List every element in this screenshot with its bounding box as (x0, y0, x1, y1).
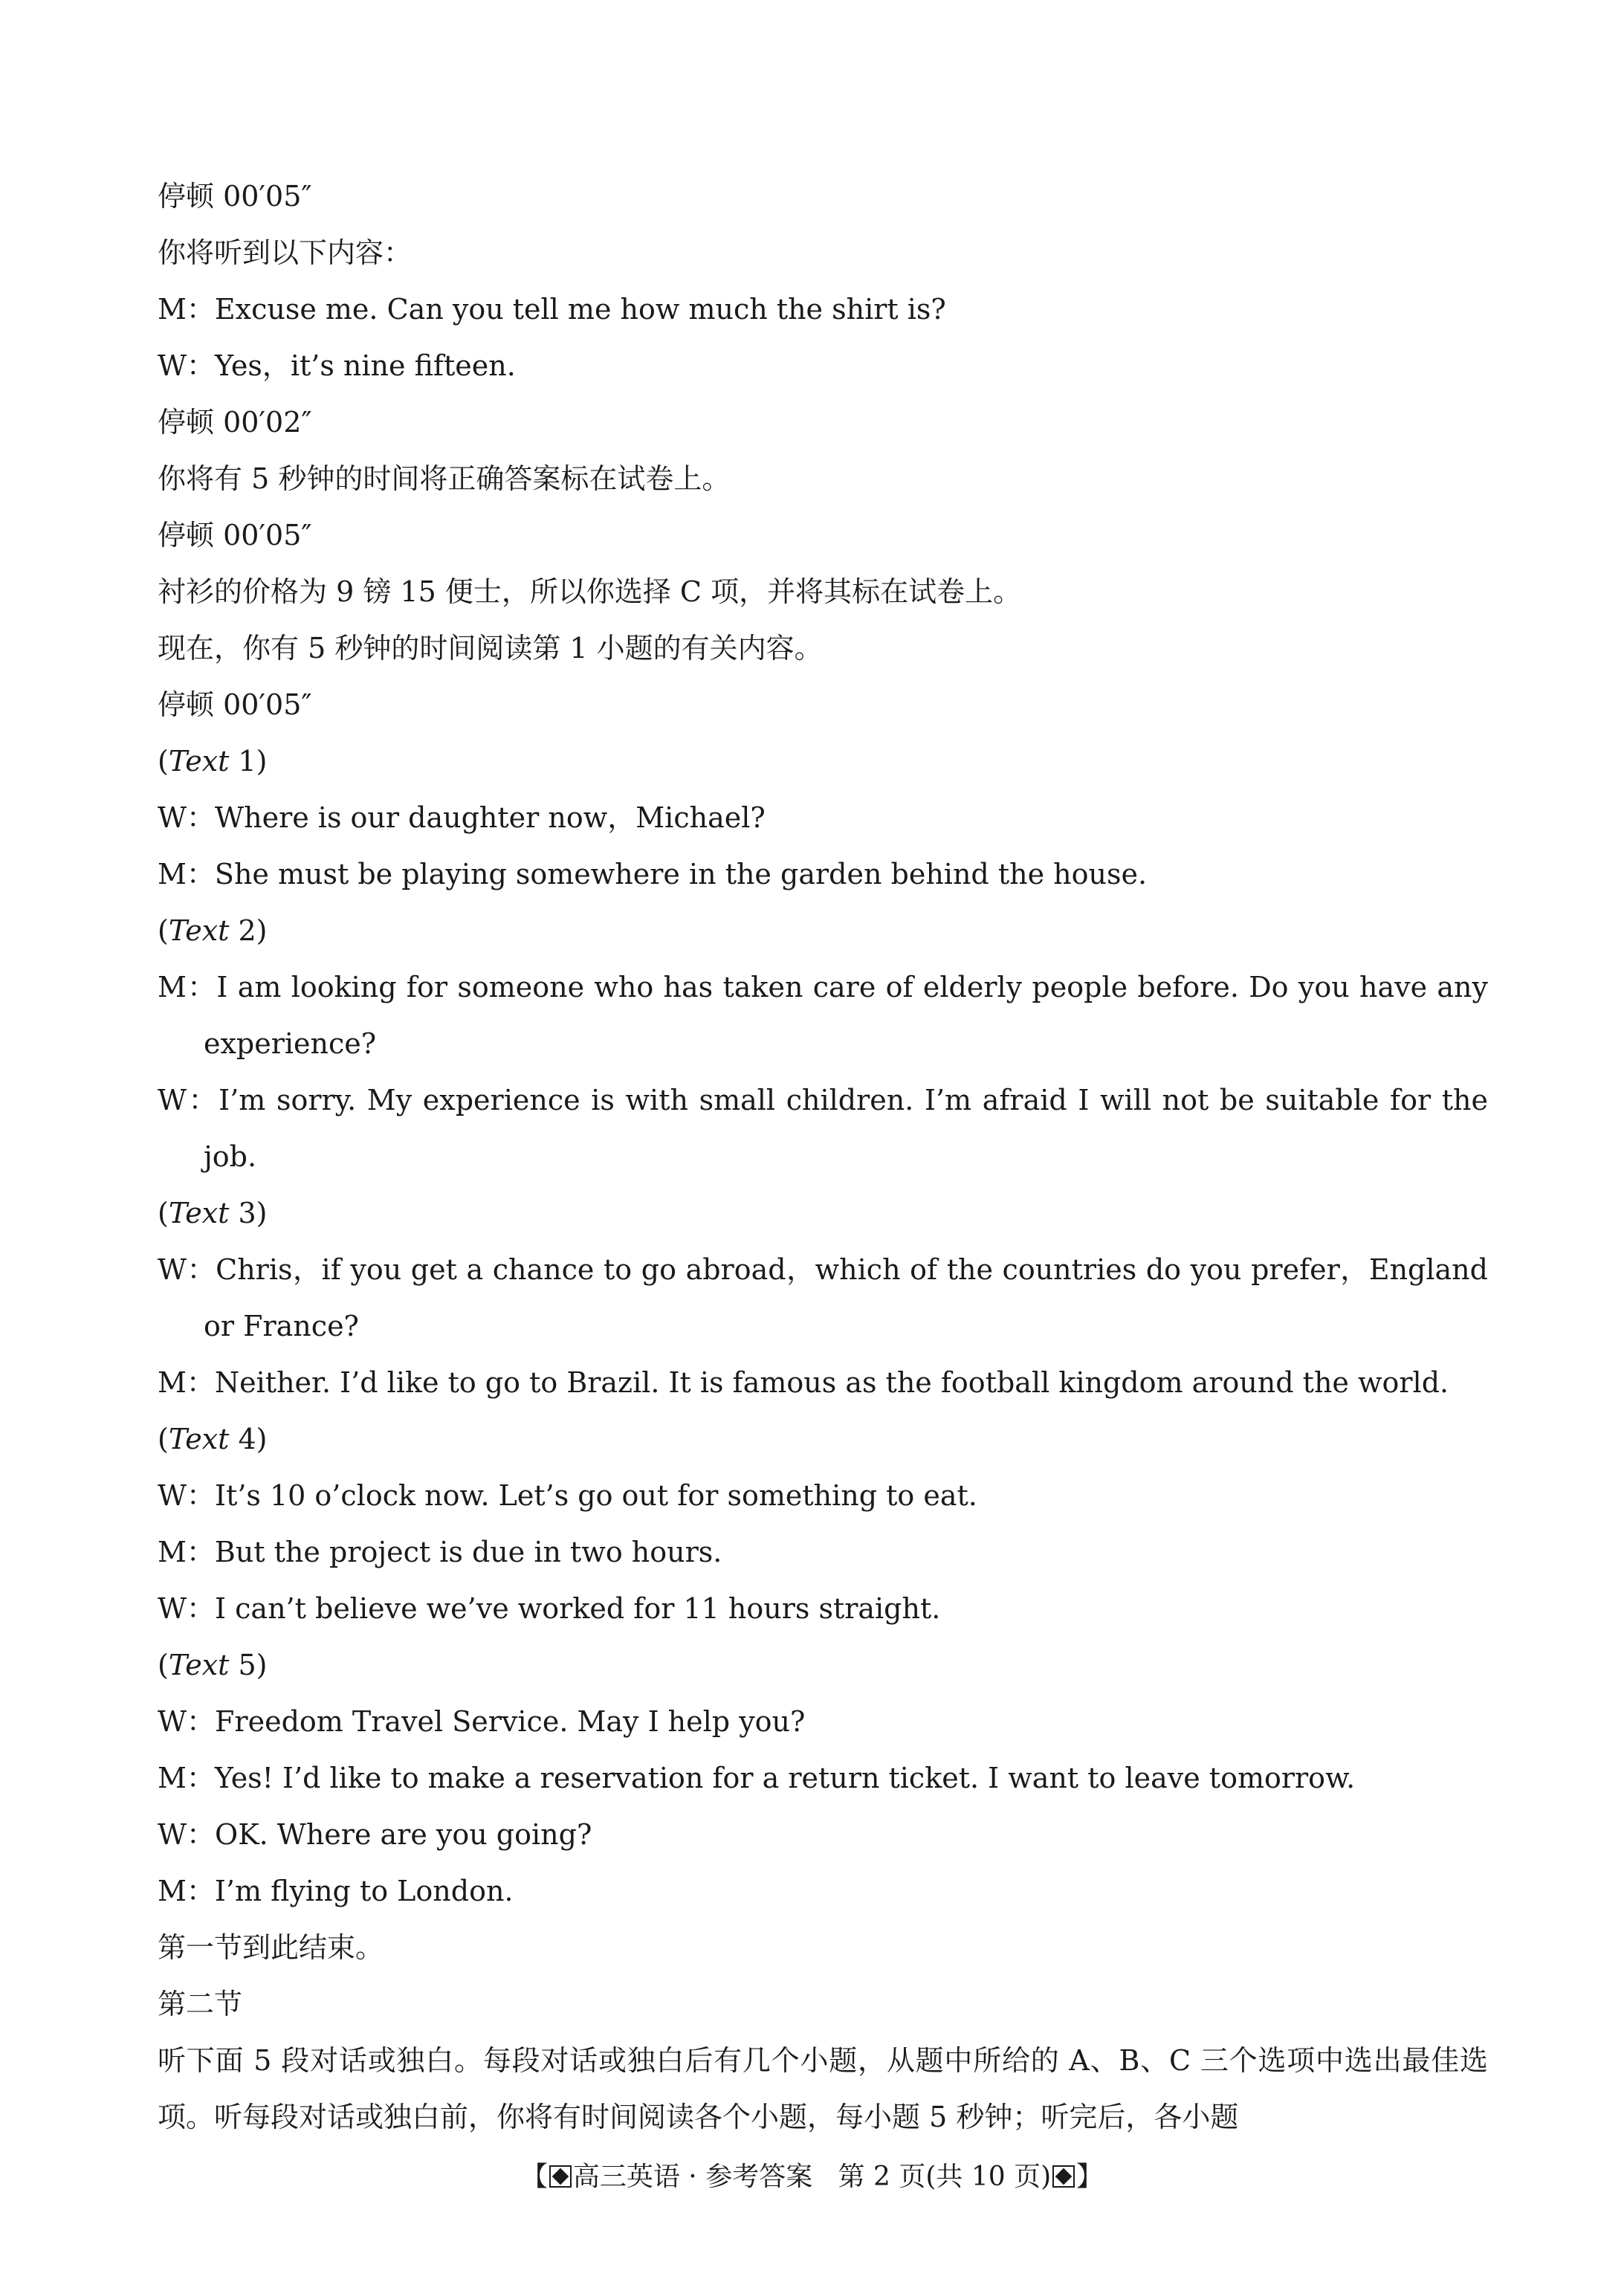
text-label-word: Text (168, 1649, 230, 1681)
dialogue-line: W：I’m sorry. My experience is with small children. I’m afraid I will not be suitable for the job. (158, 1084, 1488, 1173)
text-label-5: (Text 5) (158, 1649, 268, 1681)
diamond-icon (1052, 2165, 1075, 2188)
text-label-2: (Text 2) (158, 914, 268, 947)
dialogue-line: M：Excuse me. Can you tell me how much the shirt is? (158, 293, 946, 326)
dialogue-line: M：Yes! I’d like to make a reservation for a return ticket. I want to leave tomorrow. (158, 1762, 1356, 1794)
explanation-line: 衬衫的价格为 9 镑 15 便士，所以你选择 C 项，并将其标在试卷上。 (158, 575, 1022, 608)
section-end-line: 第一节到此结束。 (158, 1931, 384, 1964)
instruction-line: 你将有 5 秒钟的时间将正确答案标在试卷上。 (158, 462, 731, 495)
section-heading: 第二节 (158, 1988, 243, 2020)
dialogue-line: M：She must be playing somewhere in the garden behind the house. (158, 858, 1148, 891)
dialogue-line: W：OK. Where are you going? (158, 1818, 592, 1851)
page-footer (0, 2159, 1624, 2196)
footer-page-number: 第 2 页(共 10 页) (838, 2162, 1052, 2192)
dialogue-line: W：It’s 10 o’clock now. Let’s go out for something to eat. (158, 1479, 977, 1512)
text-label-4: (Text 4) (158, 1423, 268, 1455)
dialogue-line: W：Yes，it’s nine fifteen. (158, 349, 516, 382)
text-label-word: Text (168, 914, 230, 947)
text-label-number: 3) (229, 1197, 268, 1229)
text-label-number: 5) (229, 1649, 268, 1681)
text-label-3: (Text 3) (158, 1197, 268, 1229)
footer-close-bracket: 】 (1076, 2162, 1104, 2192)
pause-line: 停顿 00′05″ (158, 180, 312, 213)
dialogue-line: M：I’m flying to London. (158, 1875, 514, 1907)
footer-open-bracket: 【 (520, 2162, 548, 2192)
pause-line: 停顿 00′02″ (158, 406, 312, 439)
instruction-line: 现在，你有 5 秒钟的时间阅读第 1 小题的有关内容。 (158, 632, 823, 665)
footer-subject: 高三英语 · 参考答案 (572, 2162, 813, 2192)
dialogue-line: M：Neither. I’d like to go to Brazil. It is famous as the football kingdom around the world. (158, 1366, 1449, 1399)
text-label-word: Text (168, 1197, 230, 1229)
document-body (158, 168, 1488, 2145)
pause-line: 停顿 00′05″ (158, 688, 312, 721)
dialogue-line: W：Chris，if you get a chance to go abroad，which of the countries do you prefer，England or France? (158, 1253, 1488, 1342)
intro-line: 你将听到以下内容： (158, 236, 413, 269)
text-label-number: 4) (229, 1423, 268, 1455)
text-label-1: (Text 1) (158, 745, 268, 778)
dialogue-line: W：Freedom Travel Service. May I help you? (158, 1705, 806, 1738)
text-label-word: Text (168, 745, 230, 778)
dialogue-line: W：I can’t believe we’ve worked for 11 hours straight. (158, 1592, 941, 1625)
text-label-number: 1) (229, 745, 268, 778)
text-label-word: Text (168, 1423, 230, 1455)
diamond-icon (549, 2165, 572, 2188)
dialogue-line: M：But the project is due in two hours. (158, 1536, 722, 1568)
dialogue-line: M：I am looking for someone who has taken care of elderly people before. Do you have any experience? (158, 971, 1488, 1060)
dialogue-line: W：Where is our daughter now，Michael? (158, 801, 766, 834)
text-label-number: 2) (229, 914, 268, 947)
section-instruction: 听下面 5 段对话或独白。每段对话或独白后有几个小题，从题中所给的 A、B、C 三个选项中选出最佳选项。听每段对话或独白前，你将有时间阅读各个小题，每小题 5 秒钟；听完后，各小题 (158, 2044, 1488, 2133)
pause-line: 停顿 00′05″ (158, 519, 312, 552)
